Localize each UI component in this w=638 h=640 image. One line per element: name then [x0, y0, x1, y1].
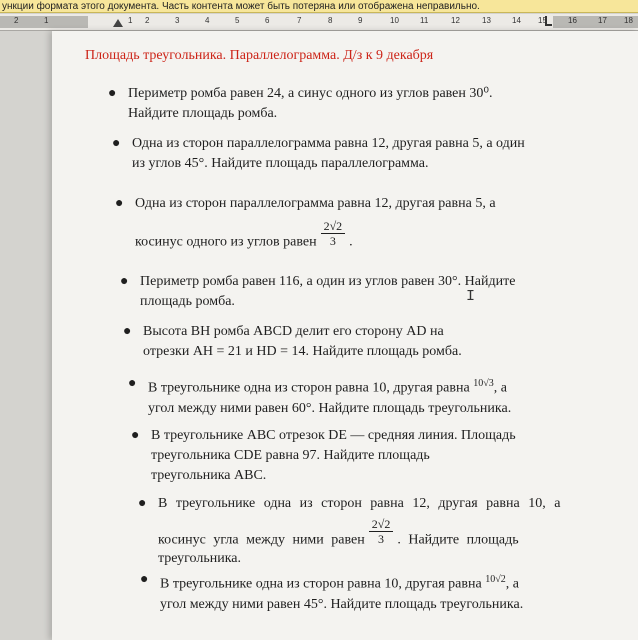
ruler-tick: 3 [175, 16, 180, 25]
horizontal-ruler[interactable] [0, 14, 638, 31]
ruler-tick: 11 [420, 16, 429, 25]
item-line: Высота BH ромба ABCD делит его сторону AD на [143, 324, 444, 339]
list-item [108, 84, 493, 124]
ruler-tick: 1 [44, 16, 49, 25]
item-text: косинус одного из углов равен [135, 234, 317, 250]
ruler-tick: 1 [128, 16, 133, 25]
item-line: Одна из сторон параллелограмма равна 12, другая равна 5, а [135, 196, 496, 211]
ruler-tick: 6 [265, 16, 270, 25]
fraction-numerator: 2√2 [321, 219, 346, 234]
item-line [148, 374, 511, 399]
bullet-icon: ● [112, 136, 121, 151]
list-item [112, 134, 525, 174]
ruler-tick: 12 [451, 16, 460, 25]
item-line: Периметр ромба равен 116, а один из углов равен 30°. Найдите [140, 274, 516, 289]
item-line: Периметр ромба равен 24, а синус одного из углов равен 30⁰. [128, 86, 493, 101]
bullet-icon: ● [140, 572, 149, 587]
list-item [123, 322, 462, 362]
bullet-icon: ● [108, 86, 117, 101]
item-line: Найдите площадь ромба. [128, 106, 278, 121]
item-line: треугольника. [158, 551, 242, 566]
compatibility-infobar: ункции формата этого документа. Часть контента может быть потеряна или отображена неправильно. [0, 0, 638, 13]
fraction [321, 219, 346, 248]
item-text: косинус угла между ними равен [158, 532, 365, 548]
superscript-value: 10√3 [473, 378, 494, 389]
list-item [131, 426, 516, 486]
first-line-indent-marker[interactable] [113, 19, 123, 27]
list-item [115, 194, 496, 257]
ruler-tick: 13 [482, 16, 491, 25]
item-line: треугольника CDE равна 97. Найдите площадь [151, 448, 430, 463]
list-item [120, 272, 516, 312]
bullet-icon: ● [138, 496, 147, 511]
fraction-numerator: 2√2 [369, 517, 394, 532]
bullet-icon: ● [128, 376, 137, 391]
fraction [369, 517, 394, 546]
list-item [140, 570, 524, 615]
list-item [128, 374, 512, 419]
ruler-tick: 10 [390, 16, 399, 25]
item-line: отрезки AH = 21 и HD = 14. Найдите площадь ромба. [143, 344, 462, 359]
tab-stop-marker[interactable] [545, 16, 552, 26]
item-line: из углов 45°. Найдите площадь параллелограмма. [132, 156, 429, 171]
fraction-denominator: 3 [378, 532, 385, 546]
superscript-value: 10√2 [485, 574, 506, 585]
item-line: площадь ромба. [140, 294, 235, 309]
ruler-tick: 14 [512, 16, 521, 25]
ruler-tick: 15 [538, 16, 547, 25]
item-text: . Найдите площадь [397, 532, 519, 548]
item-text: В треугольнике одна из сторон равна 10, другая равна [160, 576, 482, 592]
item-text: . [349, 234, 353, 250]
bullet-icon: ● [131, 428, 140, 443]
ruler-tick: 5 [235, 16, 240, 25]
bullet-icon: ● [120, 274, 129, 289]
bullet-icon: ● [115, 196, 124, 211]
item-line: Одна из сторон параллелограмма равна 12, другая равна 5, а один [132, 136, 525, 151]
document-title: Площадь треугольника. Параллелограмма. Д/з к 9 декабря [85, 48, 434, 63]
list-item [138, 494, 561, 569]
item-line: В треугольнике ABC отрезок DE — средняя линия. Площадь [151, 428, 516, 443]
ruler-tick: 8 [328, 16, 333, 25]
ruler-tick: 2 [14, 16, 19, 25]
item-line: треугольника ABC. [151, 468, 267, 483]
ruler-tick: 2 [145, 16, 150, 25]
text-cursor-icon: I [466, 288, 476, 305]
ruler-tick: 18 [624, 16, 633, 25]
item-line: угол между ними равен 60°. Найдите площадь треугольника. [148, 400, 512, 416]
ruler-tick: 17 [598, 16, 607, 25]
item-text: , а [505, 576, 519, 592]
item-line: угол между ними равен 45°. Найдите площадь треугольника. [160, 596, 524, 612]
ruler-tick: 16 [568, 16, 577, 25]
ruler-tick: 7 [297, 16, 302, 25]
item-line [160, 570, 523, 595]
item-text: В треугольнике одна из сторон равна 10, другая равна [148, 380, 470, 396]
item-text: , а [493, 380, 507, 396]
ruler-tick: 4 [205, 16, 210, 25]
item-line [135, 219, 496, 257]
ruler-tick: 9 [358, 16, 363, 25]
bullet-icon: ● [123, 324, 132, 339]
fraction-denominator: 3 [329, 234, 336, 248]
item-line: В треугольнике одна из сторон равна 12, другая равна 10, а [158, 496, 561, 511]
